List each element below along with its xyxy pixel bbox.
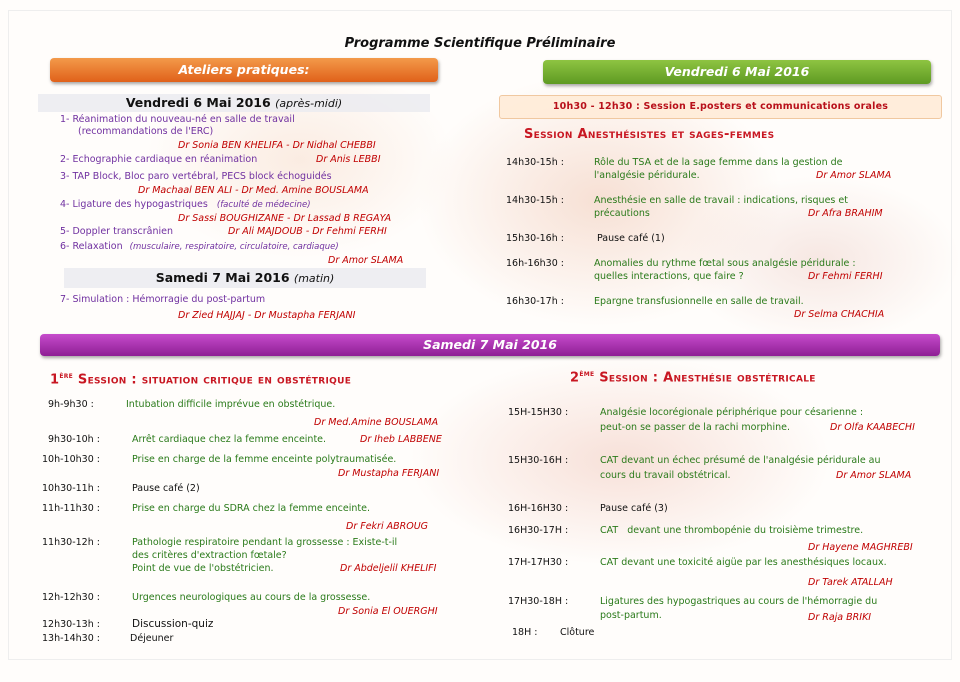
s1-row-6-line2: des critères d'extraction fœtale?: [132, 550, 287, 561]
atelier-5-speakers: Dr Ali MAJDOUB - Dr Fehmi FERHI: [228, 226, 387, 237]
s2-row-2-line2: cours du travail obstétrical.: [600, 470, 731, 481]
ateliers-day2: [64, 268, 426, 288]
fri-row-2-line2: précautions: [594, 208, 650, 219]
s1-row-6-time: 11h30-12h :: [42, 537, 100, 548]
friday-session-title: Session Anesthésistes et sages-femmes: [524, 127, 775, 142]
s1-row-5-speaker: Dr Fekri ABROUG: [346, 521, 429, 532]
s1-row-7-speaker: Dr Sonia El OUERGHI: [338, 606, 438, 617]
fri-row-3-line1: Pause café (1): [597, 233, 665, 244]
page-title: Programme Scientifique Préliminaire: [344, 36, 616, 51]
s1-row-4-time: 10h30-11h :: [42, 483, 100, 494]
session1-sup: ère: [59, 371, 74, 380]
s2-row-1-line2: peut-on se passer de la rachi morphine.: [600, 422, 790, 433]
s1-row-5-time: 11h-11h30 :: [42, 503, 100, 514]
session2-num: 2: [570, 370, 580, 386]
s1-row-2-speaker: Dr Iheb LABBENE: [360, 434, 442, 445]
s2-row-5-time: 17H-17H30 :: [508, 557, 569, 568]
s2-row-7-time: 18H :: [512, 627, 538, 638]
session2-title: [570, 369, 816, 385]
fri-row-5-line1: Epargne transfusionnelle en salle de travail.: [594, 296, 804, 307]
s1-row-8-line1: Discussion-quiz: [132, 618, 214, 630]
atelier-3-speakers: Dr Machaal BEN ALI - Dr Med. Amine BOUSLAMA: [138, 185, 369, 196]
s1-row-9-line1: Déjeuner: [130, 633, 174, 644]
s2-row-6-speaker: Dr Raja BRIKI: [808, 612, 872, 623]
s2-row-6-line2: post-partum.: [600, 610, 662, 621]
atelier-1-speakers: Dr Sonia BEN KHELIFA - Dr Nidhal CHEBBI: [178, 140, 376, 151]
atelier-4-label: 4- Ligature des hypogastriques: [60, 199, 208, 210]
fri-row-2-line1: Anesthésie en salle de travail : indications, risques et: [594, 195, 848, 206]
s1-row-2-time: 9h30-10h :: [48, 434, 100, 445]
session1-num: 1: [50, 372, 60, 388]
s1-row-7-time: 12h-12h30 :: [42, 592, 100, 603]
atelier-6-label: 6- Relaxation: [60, 241, 123, 252]
atelier-4-title: [60, 199, 311, 210]
atelier-6-speakers: Dr Amor SLAMA: [328, 255, 404, 266]
s1-row-9-time: 13h-14h30 :: [42, 633, 100, 644]
ateliers-day1-label: Vendredi 6 Mai 2016: [125, 95, 271, 110]
atelier-1-subtitle: (recommandations de l'ERC): [78, 126, 214, 137]
s1-row-3-time: 10h-10h30 :: [42, 454, 100, 465]
s2-row-6-time: 17H30-18H :: [508, 596, 569, 607]
ateliers-day1: [38, 94, 430, 112]
s2-row-3-time: 16H-16H30 :: [508, 503, 569, 514]
s1-row-1-speaker: Dr Med.Amine BOUSLAMA: [314, 417, 439, 428]
s1-row-1-time: 9h-9h30 :: [48, 399, 94, 410]
s1-row-2-line1: Arrêt cardiaque chez la femme enceinte.: [132, 434, 327, 445]
s2-row-2-speaker: Dr Amor SLAMA: [836, 470, 912, 481]
eposters-session-box: 10h30 - 12h30 : Session E.posters et communications orales: [499, 95, 942, 119]
friday-header: Vendredi 6 Mai 2016: [543, 60, 931, 84]
s2-row-1-line1: Analgésie locorégionale périphérique pour césarienne :: [600, 407, 864, 418]
session1-title: [50, 371, 351, 387]
atelier-5-title: 5- Doppler transcrânien: [60, 226, 173, 237]
ateliers-day1-suffix: (après-midi): [275, 97, 343, 110]
s2-row-5-speaker: Dr Tarek ATALLAH: [808, 577, 893, 588]
atelier-6-title: [60, 241, 339, 252]
session2-label: Session : Anesthésie obstétricale: [594, 370, 816, 386]
fri-row-1-time: 14h30-15h :: [506, 157, 564, 168]
saturday-header: Samedi 7 Mai 2016: [40, 334, 940, 356]
fri-row-4-time: 16h-16h30 :: [506, 258, 564, 269]
fri-row-2-speaker: Dr Afra BRAHIM: [808, 208, 883, 219]
s1-row-4-line1: Pause café (2): [132, 483, 200, 494]
fri-row-4-line2: quelles interactions, que faire ?: [594, 271, 744, 282]
ateliers-day2-label: Samedi 7 Mai 2016: [155, 270, 290, 285]
s2-row-5-line1: CAT devant une toxicité aigüe par les anesthésiques locaux.: [600, 557, 887, 568]
s1-row-8-time: 12h30-13h :: [42, 619, 100, 630]
atelier-7-title: 7- Simulation : Hémorragie du post-partum: [60, 294, 266, 305]
fri-row-1-line1: Rôle du TSA et de la sage femme dans la gestion de: [594, 157, 843, 168]
ateliers-header: Ateliers pratiques:: [50, 58, 438, 82]
s2-row-4-line1: CAT devant une thrombopénie du troisième trimestre.: [600, 525, 864, 536]
atelier-2-speakers: Dr Anis LEBBI: [316, 154, 381, 165]
atelier-2-title: 2- Echographie cardiaque en réanimation: [60, 154, 258, 165]
atelier-4-speakers: Dr Sassi BOUGHIZANE - Dr Lassad B REGAYA: [178, 213, 392, 224]
s2-row-7-line1: Clôture: [560, 627, 595, 638]
fri-row-4-speaker: Dr Fehmi FERHI: [808, 271, 883, 282]
s1-row-1-line1: Intubation difficile imprévue en obstétrique.: [126, 399, 336, 410]
ateliers-day2-suffix: (matin): [293, 272, 335, 285]
session2-sup: ème: [579, 369, 595, 378]
s1-row-7-line1: Urgences neurologiques au cours de la grossesse.: [132, 592, 371, 603]
s1-row-5-line1: Prise en charge du SDRA chez la femme enceinte.: [132, 503, 370, 514]
s1-row-6-line1: Pathologie respiratoire pendant la grossesse : Existe-t-il: [132, 537, 398, 548]
fri-row-4-line1: Anomalies du rythme fœtal sous analgésie péridurale :: [594, 258, 856, 269]
fri-row-1-line2: l'analgésie péridurale.: [594, 170, 700, 181]
s1-row-3-speaker: Dr Mustapha FERJANI: [338, 468, 440, 479]
fri-row-5-speaker: Dr Selma CHACHIA: [794, 309, 885, 320]
s2-row-1-time: 15H-15H30 :: [508, 407, 569, 418]
s1-row-6-line3: Point de vue de l'obstétricien.: [132, 563, 274, 574]
s1-row-6-speaker: Dr Abdeljelil KHELIFI: [340, 563, 437, 574]
s2-row-6-line1: Ligatures des hypogastriques au cours de l'hémorragie du: [600, 596, 878, 607]
s2-row-4-speaker: Dr Hayene MAGHREBI: [808, 542, 913, 553]
atelier-7-speakers: Dr Zied HAJJAJ - Dr Mustapha FERJANI: [178, 310, 356, 321]
atelier-3-title: 3- TAP Block, Bloc paro vertébral, PECS block échoguidés: [60, 171, 332, 182]
fri-row-2-time: 14h30-15h :: [506, 195, 564, 206]
s2-row-4-time: 16H30-17H :: [508, 525, 569, 536]
session1-label: Session : situation critique en obstétrique: [73, 372, 352, 388]
atelier-4-note: (faculté de médecine): [216, 200, 311, 210]
atelier-6-note: (musculaire, respiratoire, circulatoire, cardiaque): [129, 242, 339, 252]
fri-row-3-time: 15h30-16h :: [506, 233, 564, 244]
atelier-1-title: 1- Réanimation du nouveau-né en salle de travail: [60, 114, 295, 125]
s1-row-3-line1: Prise en charge de la femme enceinte polytraumatisée.: [132, 454, 397, 465]
fri-row-5-time: 16h30-17h :: [506, 296, 564, 307]
s2-row-2-line1: CAT devant un échec présumé de l'analgésie péridurale au: [600, 455, 881, 466]
s2-row-3-line1: Pause café (3): [600, 503, 668, 514]
fri-row-1-speaker: Dr Amor SLAMA: [816, 170, 892, 181]
s2-row-2-time: 15H30-16H :: [508, 455, 569, 466]
s2-row-1-speaker: Dr Olfa KAABECHI: [830, 422, 915, 433]
